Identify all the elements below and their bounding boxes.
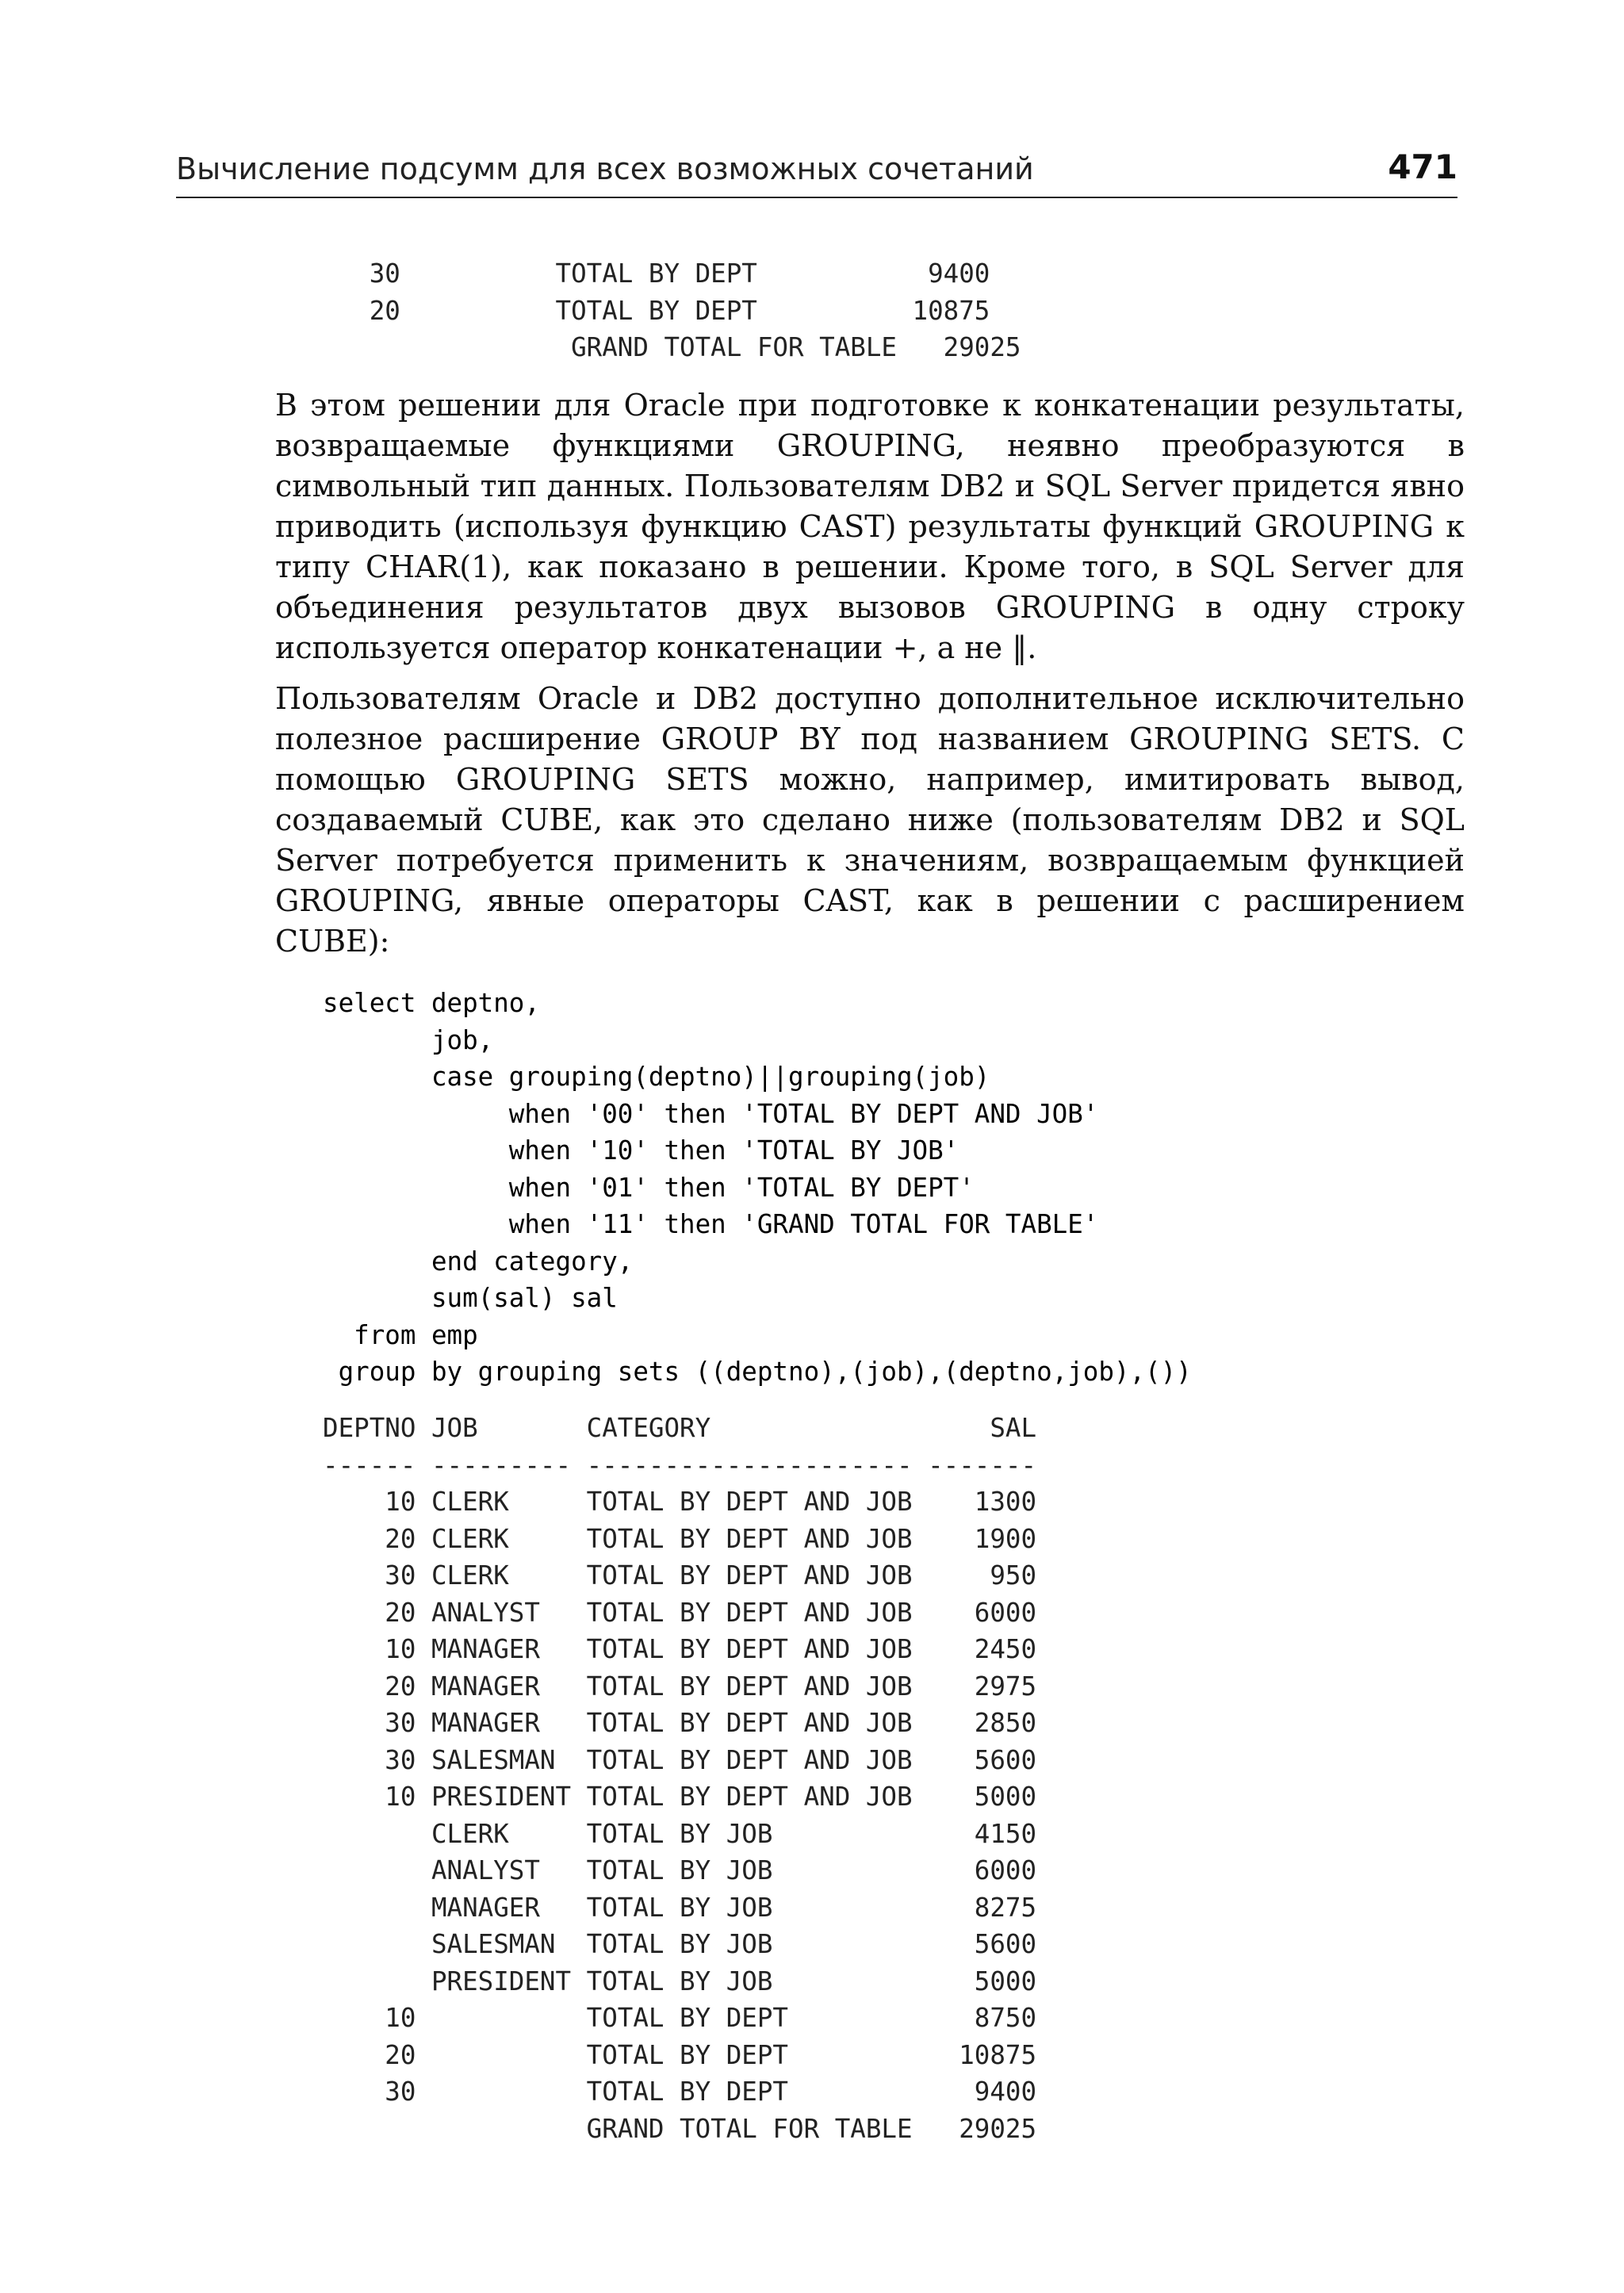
running-title: Вычисление подсумм для всех возможных сочетаний (176, 151, 1034, 186)
result-row: 20 MANAGER TOTAL BY DEPT AND JOB 2975 (323, 1671, 1037, 1702)
code-line: job, (323, 1024, 494, 1055)
result-row: 10 TOTAL BY DEPT 8750 (323, 2003, 1037, 2033)
code-line: group by grouping sets ((deptno),(job),(deptno,job),()) (323, 1357, 1192, 1387)
result-row: MANAGER TOTAL BY JOB 8275 (323, 1892, 1037, 1923)
code-line: end category, (323, 1246, 634, 1277)
paragraph-grouping-sets: Пользователям Oracle и DB2 доступно дополнительное исключительно полезное расширение GROUP BY под названием GROUPING SETS. С помощью GROUPING SETS можно, например, имитировать вывод, создаваемый CUBE, как это сделано ниже (пользователям DB2 и SQL Server потребуется применить к значениям, возвращаемым функцией GROUPING, явные операторы CAST, как в решении с расширением CUBE): (275, 681, 1465, 959)
query-result-block (323, 1410, 1036, 2147)
running-header (176, 149, 1457, 198)
result-row: 10 MANAGER TOTAL BY DEPT AND JOB 2450 (323, 1634, 1037, 1664)
code-line: select deptno, (323, 988, 540, 1018)
page-number: 471 (1388, 147, 1457, 186)
top-result-block (323, 255, 1021, 366)
result-row: 30 CLERK TOTAL BY DEPT AND JOB 950 (323, 1560, 1037, 1591)
result-row: 20 ANALYST TOTAL BY DEPT AND JOB 6000 (323, 1597, 1037, 1628)
code-line: case grouping(deptno)||grouping(job) (323, 1062, 990, 1092)
result-row: 30 MANAGER TOTAL BY DEPT AND JOB 2850 (323, 1708, 1037, 1738)
result-row: 20 TOTAL BY DEPT 10875 (323, 2039, 1037, 2070)
result-row: 30 TOTAL BY DEPT 9400 (323, 258, 990, 289)
result-row: 10 PRESIDENT TOTAL BY DEPT AND JOB 5000 (323, 1782, 1037, 1812)
result-row: SALESMAN TOTAL BY JOB 5600 (323, 1929, 1037, 1959)
code-line: when '10' then 'TOTAL BY JOB' (323, 1135, 959, 1166)
result-header: DEPTNO JOB CATEGORY SAL (323, 1413, 1037, 1443)
paragraph-oracle-concat: В этом решении для Oracle при подготовке к конкатенации результаты, возвращаемые функциями GROUPING, неявно преобразуются в символьный тип данных. Пользователям DB2 и SQL Server придется явно приводить (используя функцию CAST) результаты функций GROUPING к типу CHAR(1), как показано в решении. Кроме того, в SQL Server для объединения результатов двух вызовов GROUPING в одну строку используется оператор конкатенации +, а не ‖. (275, 388, 1465, 665)
result-row: GRAND TOTAL FOR TABLE 29025 (323, 2113, 1037, 2144)
result-row: 30 SALESMAN TOTAL BY DEPT AND JOB 5600 (323, 1744, 1037, 1775)
result-row: 10 CLERK TOTAL BY DEPT AND JOB 1300 (323, 1487, 1037, 1517)
result-row: PRESIDENT TOTAL BY JOB 5000 (323, 1966, 1037, 1996)
result-row: 20 CLERK TOTAL BY DEPT AND JOB 1900 (323, 1523, 1037, 1554)
code-line: when '11' then 'GRAND TOTAL FOR TABLE' (323, 1209, 1099, 1239)
code-line: when '00' then 'TOTAL BY DEPT AND JOB' (323, 1098, 1099, 1129)
result-separator: ------ --------- --------------------- ------- (323, 1449, 1037, 1480)
result-row: GRAND TOTAL FOR TABLE 29025 (323, 332, 1021, 362)
code-line: sum(sal) sal (323, 1283, 618, 1313)
result-row: 30 TOTAL BY DEPT 9400 (323, 2077, 1037, 2107)
code-line: when '01' then 'TOTAL BY DEPT' (323, 1172, 975, 1203)
result-row: CLERK TOTAL BY JOB 4150 (323, 1818, 1037, 1849)
sql-code-block (323, 985, 1192, 1391)
result-row: ANALYST TOTAL BY JOB 6000 (323, 1855, 1037, 1885)
code-line: from emp (323, 1319, 478, 1350)
result-row: 20 TOTAL BY DEPT 10875 (323, 295, 990, 326)
